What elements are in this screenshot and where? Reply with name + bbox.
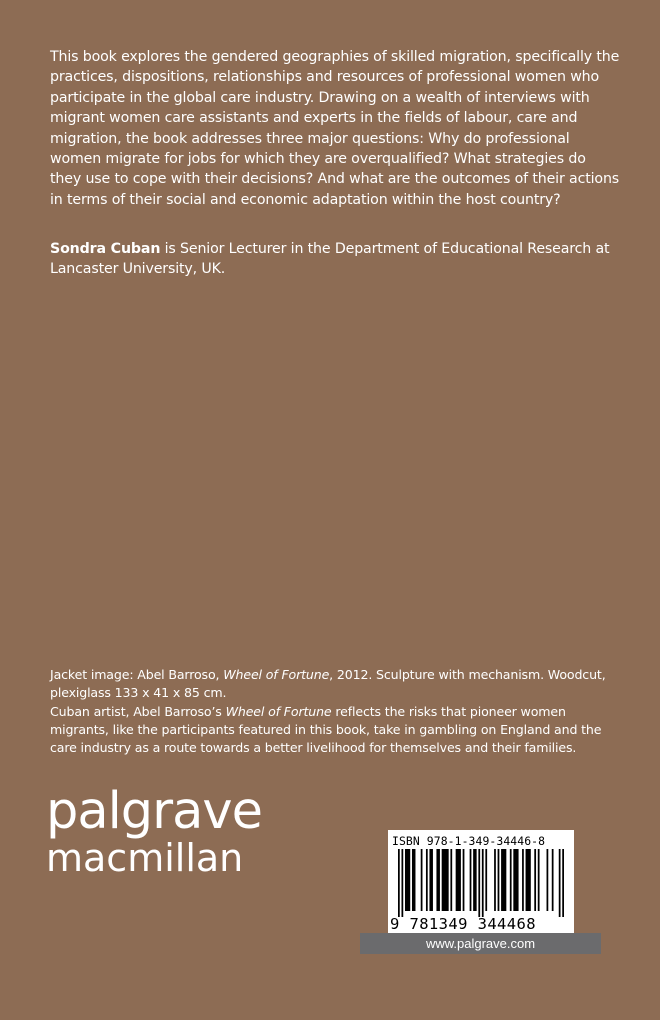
publisher-logo-line1: palgrave <box>46 782 262 841</box>
website-url[interactable]: www.palgrave.com <box>425 936 536 951</box>
barcode-bar <box>436 849 439 911</box>
barcode-bar <box>513 849 518 911</box>
barcode-bar <box>526 849 531 911</box>
barcode-bar <box>522 849 524 911</box>
publisher-logo-line2: macmillan <box>46 836 244 880</box>
jacket-credit <box>50 666 620 757</box>
barcode-bar <box>538 849 540 911</box>
isbn-label: ISBN 978-1-349-34446-8 <box>392 834 546 848</box>
jacket-caption-rest: reflects the risks that pioneer women migrants, like the participants featured in this book, take in gambling on England and the care industry as a route towards a better livelihood for themselves and their families. <box>50 703 602 756</box>
jacket-credit-prefix: Jacket image: Abel Barroso, <box>50 667 224 682</box>
barcode-bar <box>534 849 536 911</box>
isbn-barcode <box>388 830 574 935</box>
barcode-bar <box>562 849 564 917</box>
publisher-logo <box>46 782 262 880</box>
barcode-bar <box>485 849 487 911</box>
barcode-bar <box>450 849 452 911</box>
barcode-bar <box>456 849 461 911</box>
barcode-bar <box>470 849 472 911</box>
author-bio <box>50 239 620 280</box>
barcode-bar <box>401 849 403 917</box>
barcode-bar <box>552 849 554 911</box>
barcode-bar <box>412 849 415 911</box>
barcode-bars <box>398 849 564 917</box>
barcode-bar <box>426 849 428 911</box>
barcode-bar <box>494 849 496 911</box>
website-bar <box>360 933 601 954</box>
barcode-bar <box>559 849 561 917</box>
jacket-caption-prefix: Cuban artist, Abel Barroso’s <box>50 703 226 719</box>
ean-digits: 9 781349 344468 <box>390 915 536 933</box>
barcode-bar <box>421 849 423 911</box>
barcode-bar <box>547 849 549 911</box>
author-name: Sondra Cuban <box>50 241 161 257</box>
barcode-bar <box>405 849 410 911</box>
jacket-caption-title: Wheel of Fortune <box>225 703 332 719</box>
barcode-bar <box>482 849 484 917</box>
barcode-bar <box>478 849 480 917</box>
book-description: This book explores the gendered geographies of skilled migration, specifically the practices, dispositions, relationships and resources of professional women who participate in the global care industry. Drawing on a wealth of interviews with migrant women care assistants and experts in the fields of labour, care and migration, the book addresses three major questions: Why do professional women migrate for jobs for which they are overqualified? What strategies do they use to cope with their decisions? And what are the outcomes of their actions in terms of their social and economic adaptation within the host country? <box>50 49 620 208</box>
barcode-bar <box>463 849 465 911</box>
barcode-bar <box>473 849 476 911</box>
jacket-artwork-title: Wheel of Fortune <box>223 667 330 682</box>
barcode-bar <box>442 849 449 911</box>
barcode-bar <box>510 849 512 911</box>
author-bio-text: is Senior Lecturer in the Department of Educational Research at Lancaster University, UK. <box>50 241 610 278</box>
barcode-bar <box>498 849 500 911</box>
barcode-bar <box>398 849 400 917</box>
barcode-bar <box>501 849 506 911</box>
barcode-bar <box>429 849 432 911</box>
jacket-credit-details: , 2012. Sculpture with mechanism. Woodcut, plexiglass 133 x 41 x 85 cm. <box>50 667 606 701</box>
